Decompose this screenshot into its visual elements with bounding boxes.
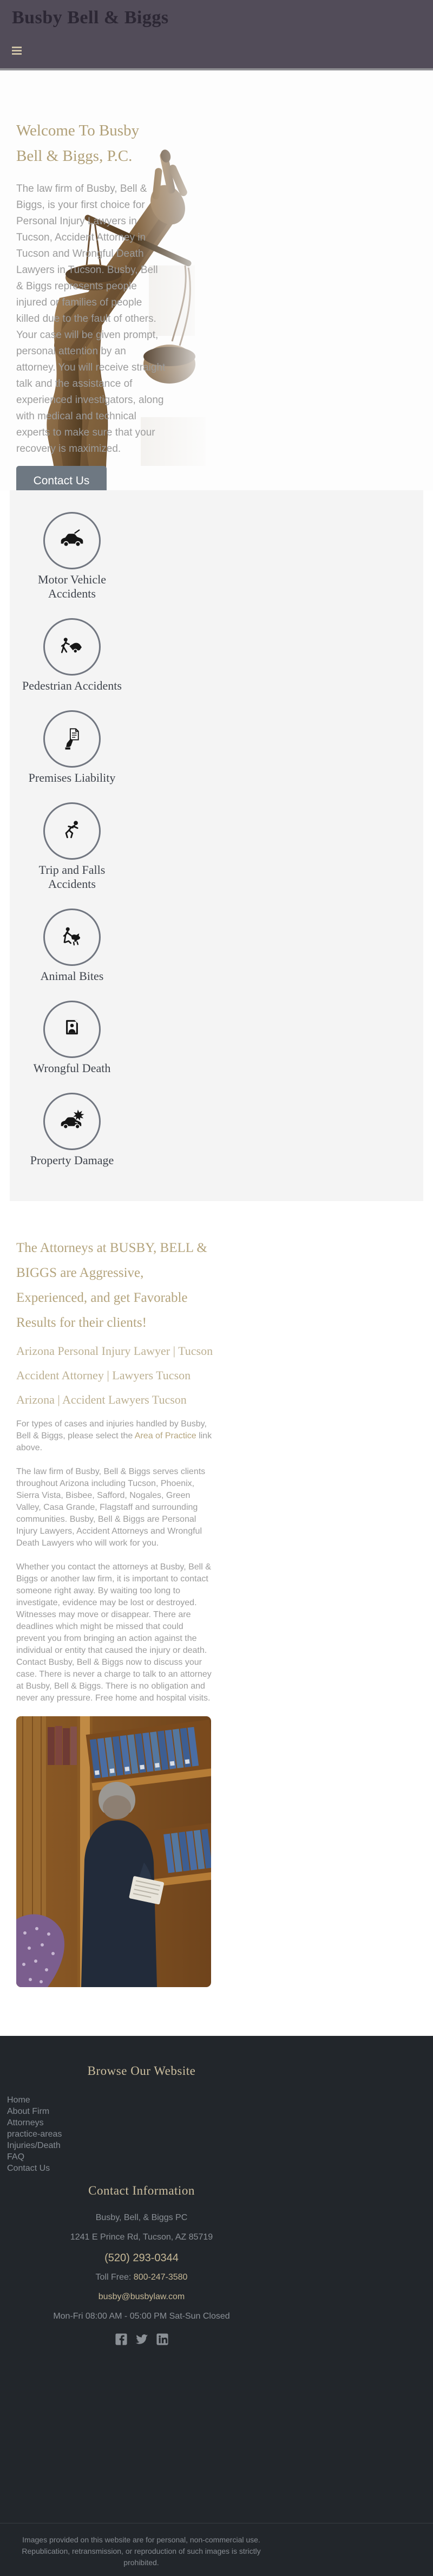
- practice-item-wrongful-death[interactable]: [10, 1001, 134, 1075]
- practice-item-pedestrian[interactable]: [10, 618, 134, 693]
- practice-circle: [43, 618, 101, 676]
- practice-label: Premises Liability: [28, 771, 116, 784]
- browse-heading: Browse Our Website: [87, 2064, 196, 2078]
- practice-circle: [43, 710, 101, 768]
- practice-circle: [43, 1093, 101, 1150]
- site-footer: [0, 2036, 433, 2576]
- hero-content: [0, 70, 433, 490]
- address: 1241 E Prince Rd, Tucson, AZ 85719: [70, 2233, 213, 2242]
- about-p1-text: For types of cases and injuries handled by Busby, Bell & Biggs, please select the: [16, 1419, 207, 1441]
- contact-heading: Contact Information: [88, 2184, 195, 2197]
- image-disclaimer: Images provided on this website are for personal, non-commercial use. Republication, retransmission, or reproduction of such images is strictly prohibited.: [22, 2535, 261, 2567]
- practice-label: Trip and Falls Accidents: [38, 863, 106, 891]
- toll-free-number[interactable]: 800-247-3580: [133, 2273, 188, 2282]
- car-crash-icon: [58, 1108, 86, 1135]
- falling-person-icon: [58, 817, 86, 845]
- attorney-library-photo: [16, 1716, 211, 1987]
- practice-circle: [43, 802, 101, 860]
- practice-label: Wrongful Death: [33, 1061, 111, 1075]
- practice-areas-card: [10, 490, 423, 1201]
- site-title: Busby Bell & Biggs: [12, 8, 169, 28]
- footer-link-injuries-death[interactable]: Injuries/Death: [7, 2141, 61, 2150]
- business-hours: Mon-Fri 08:00 AM - 05:00 PM Sat-Sun Closed: [53, 2312, 230, 2321]
- hero-paragraph: The law firm of Busby, Bell & Biggs, is your first choice for Personal Injury Lawyers in Tucson, Accident Attorney in Tucson and Wrongful Death Lawyers in Tucson. Busby, Bell & Biggs represents people injured or families of people killed due to the fault of others. Your case will be given prompt, personal attention by an attorney. You will receive straight talk and the assistance of experienced investigators, along with medical and technical experts to make sure that your recovery is maximized.: [16, 183, 166, 455]
- contact-block: [0, 2212, 283, 2346]
- hero-heading: Welcome To Busby Bell & Biggs, P.C.: [16, 122, 140, 165]
- practice-item-premises[interactable]: [10, 710, 134, 785]
- contact-us-button[interactable]: Contact Us: [16, 466, 107, 490]
- footer-link-about-firm[interactable]: About Firm: [7, 2107, 50, 2116]
- about-paragraph-4: Contact Busby, Bell & Biggs now to discuss your case. There is never a charge to talk to an attorney at Busby, Bell & Biggs. There is no obligation and never any pressure. Free home and hospital visits.: [16, 1658, 212, 1703]
- practice-item-animal-bites[interactable]: [10, 909, 134, 983]
- hero-section: [0, 70, 433, 490]
- toll-free-label: Toll Free:: [95, 2273, 134, 2282]
- about-paragraph-3: Whether you contact the attorneys at Busby, Bell & Biggs or another law firm, it is important to contact someone right away. By waiting too long to investigate, evidence may be lost or destroyed. Witnesses may move or disappear. There are deadlines which might be missed that could prevent you from bringing an action against the individual or entity that caused the injury or death.: [16, 1562, 211, 1655]
- social-icons-row: [0, 2332, 283, 2346]
- dog-bite-icon: [58, 924, 86, 951]
- company-name: Busby, Bell, & Biggs PC: [95, 2213, 188, 2222]
- practice-label: Property Damage: [30, 1153, 114, 1167]
- practice-label: Motor Vehicle Accidents: [37, 573, 107, 600]
- email-link[interactable]: busby@busbylaw.com: [98, 2292, 185, 2301]
- pedestrian-hit-icon: [58, 633, 86, 660]
- memorial-portrait-icon: [58, 1016, 86, 1043]
- facebook-icon[interactable]: [114, 2332, 128, 2346]
- document-hand-icon: [58, 725, 86, 752]
- email-line: [0, 2291, 283, 2303]
- practice-circle: [43, 512, 101, 569]
- hamburger-menu-icon[interactable]: [12, 47, 22, 56]
- footer-link-home[interactable]: Home: [7, 2095, 30, 2105]
- practice-circle: [43, 909, 101, 966]
- site-header: [0, 0, 433, 68]
- footer-link-faq[interactable]: FAQ: [7, 2152, 25, 2162]
- twitter-icon[interactable]: [135, 2332, 149, 2346]
- toll-free-line: [0, 2272, 283, 2283]
- about-p1-text-after: link above.: [16, 1431, 212, 1452]
- footer-link-practice-areas[interactable]: practice-areas: [7, 2130, 62, 2139]
- footer-link-contact-us[interactable]: Contact Us: [7, 2164, 50, 2173]
- footer-link-attorneys[interactable]: Attorneys: [7, 2118, 44, 2127]
- practice-circle: [43, 1001, 101, 1058]
- practice-label: Pedestrian Accidents: [22, 679, 122, 692]
- about-paragraph-1: [16, 1418, 212, 1454]
- footer-column: [0, 2036, 283, 2346]
- about-section: [0, 1201, 433, 1987]
- footer-nav: [7, 2094, 283, 2174]
- car-icon: [58, 527, 86, 554]
- practice-item-trip-fall[interactable]: [10, 802, 134, 891]
- about-subheading: Arizona Personal Injury Lawyer | Tucson Accident Attorney | Lawyers Tucson Arizona | Accident Lawyers Tucson: [16, 1344, 213, 1406]
- linkedin-icon[interactable]: [155, 2332, 169, 2346]
- practice-item-property-damage[interactable]: [10, 1093, 134, 1167]
- area-of-practice-link[interactable]: Area of Practice: [134, 1431, 196, 1441]
- about-heading: The Attorneys at BUSBY, BELL & BIGGS are Aggressive, Experienced, and get Favorable Results for their clients!: [16, 1241, 207, 1330]
- about-paragraph-2: The law firm of Busby, Bell & Biggs serves clients throughout Arizona including Tucson, Phoenix, Sierra Vista, Bisbee, Safford, Nogales, Green Valley, Casa Grande, Flagstaff and surrounding communities. Busby, Bell & Biggs are Personal Injury Lawyers, Accident Attorneys and Wrongful Death Lawyers who will work for you.: [16, 1467, 206, 1548]
- practice-item-motor-vehicle[interactable]: [10, 512, 134, 601]
- phone-number[interactable]: (520) 293-0344: [104, 2252, 179, 2264]
- practice-label: Animal Bites: [40, 969, 104, 983]
